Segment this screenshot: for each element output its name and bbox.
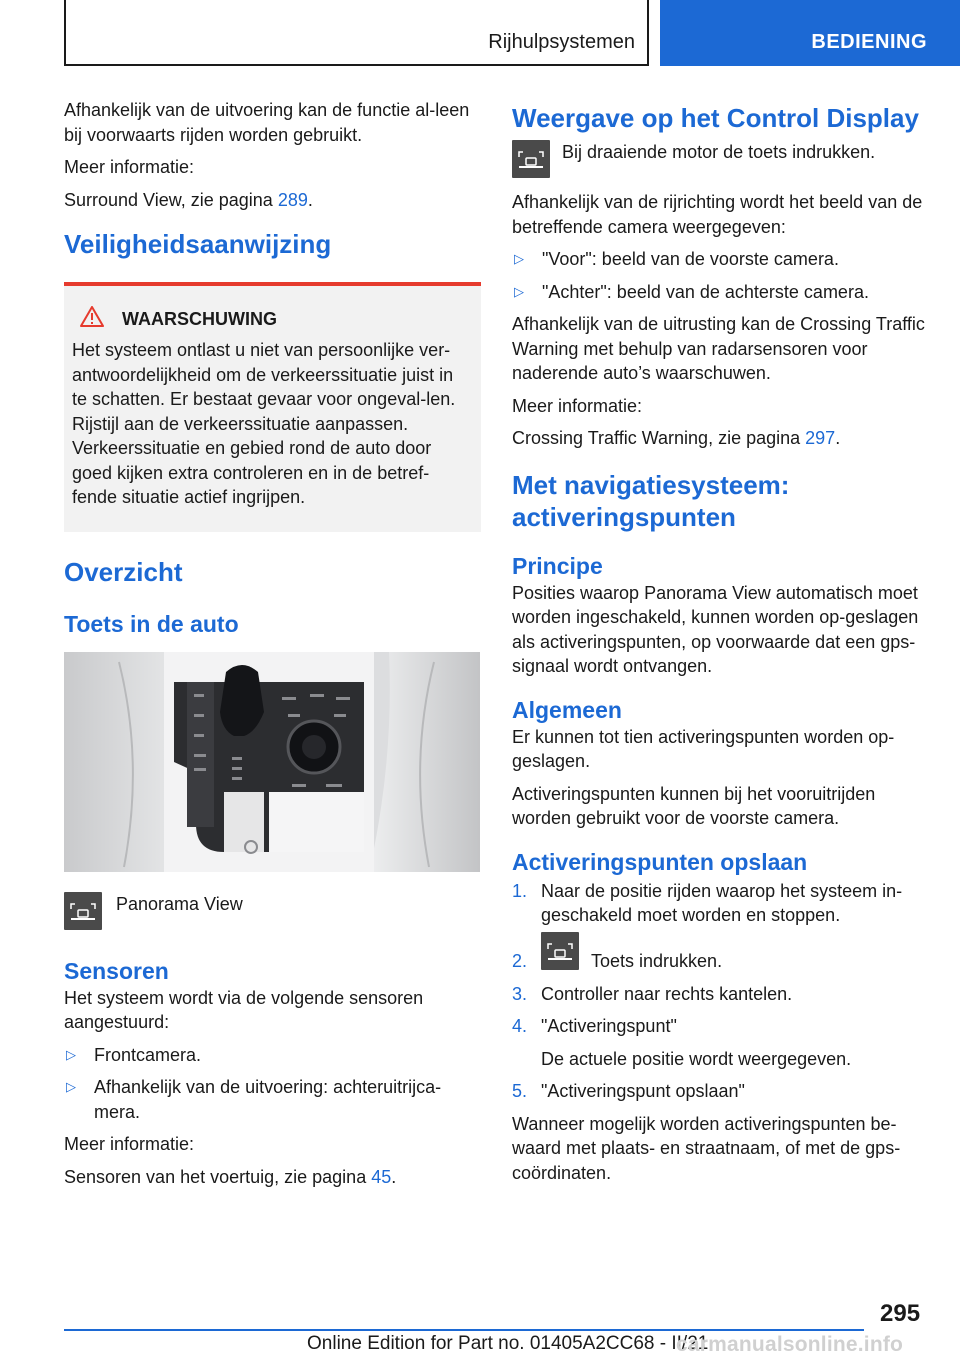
step-subtext: De actuele positie wordt weergegeven.	[541, 1048, 852, 1069]
step-item: 2. Toets indrukken.	[512, 936, 928, 974]
warning-box	[64, 282, 481, 532]
general-text-1: Er kunnen tot tien activeringspunten worden op-geslagen.	[512, 726, 895, 771]
footer-edition: Online Edition for Part no. 01405A2CC68 - II/21	[307, 1333, 709, 1354]
warning-title-row	[72, 306, 473, 332]
triangle-bullet-icon: ▷	[66, 1079, 76, 1094]
panorama-button-row	[64, 892, 481, 930]
sensors-intro: Het systeem wordt via de volgende sensoren aangestuurd:	[64, 987, 424, 1032]
sensors-reference: Sensoren van het voertuig, zie pagina 45.	[64, 1166, 397, 1187]
panorama-caption: Panorama View	[116, 893, 243, 914]
ctw-text: Afhankelijk van de uitrusting kan de Crossing Traffic Warning met behulp van radarsensoren voor naderende auto’s waarschuwen.	[512, 314, 925, 383]
list-item: ▷ "Achter": beeld van de achterste camera.	[512, 280, 928, 305]
display-list	[512, 247, 928, 304]
general-text-2: Activeringspunten kunnen bij het vooruitrijden worden gebruikt voor de voorste camera.	[512, 783, 876, 828]
safety-heading: Veiligheidsaanwijzing	[64, 229, 332, 259]
step-item: 5. "Activeringspunt opslaan"	[512, 1081, 745, 1101]
page-number: 295	[880, 1300, 921, 1327]
step-item: 1. Naar de positie rijden waarop het systeem in-geschakeld moet worden en stoppen.	[512, 880, 903, 925]
general-heading: Algemeen	[512, 696, 622, 723]
page-link-289[interactable]: 289	[277, 189, 308, 210]
camera-view-button-icon[interactable]	[64, 892, 102, 930]
triangle-bullet-icon: ▷	[514, 283, 524, 299]
list-item: ▷ "Voor": beeld van de voorste camera.	[512, 247, 928, 272]
page-link-297[interactable]: 297	[805, 428, 836, 448]
warning-title: WAARSCHUWING	[122, 308, 277, 329]
header-chapter-tab[interactable]	[660, 0, 960, 66]
button-heading: Toets in de auto	[64, 610, 239, 637]
save-steps	[512, 879, 928, 1104]
sensors-list	[64, 1043, 481, 1125]
header-section-box	[64, 0, 649, 66]
list-item: ▷ Frontcamera.	[64, 1043, 481, 1068]
right-column	[512, 102, 928, 1193]
list-item: ▷ Afhankelijk van de uitvoering: achteruitrijca-mera.	[64, 1075, 481, 1124]
header-chapter-title: BEDIENING	[811, 31, 927, 53]
overview-heading: Overzicht	[64, 556, 183, 587]
page-link-45[interactable]: 45	[371, 1166, 392, 1187]
sensors-more-label: Meer informatie:	[64, 1134, 195, 1154]
camera-view-button-icon[interactable]	[512, 140, 550, 178]
principle-text: Posities waarop Panorama View automatisch moet worden ingeschakeld, kunnen worden op-geslagen als activeringspunten, op voorwaarde dat een gps-signaal wordt ontvangen.	[512, 582, 919, 676]
triangle-bullet-icon: ▷	[66, 1046, 76, 1062]
left-column	[64, 98, 481, 1197]
intro-text: Afhankelijk van de uitvoering kan de functie al-leen bij voorwaarts rijden worden gebruikt.	[64, 100, 470, 145]
step-item: 3. Controller naar rechts kantelen.	[512, 983, 793, 1004]
camera-view-button-icon[interactable]	[541, 932, 579, 970]
step-item: 4. "Activeringspunt" De actuele positie wordt weergegeven.	[512, 1014, 928, 1071]
intro-more-label: Meer informatie:	[64, 157, 195, 177]
display-text: Afhankelijk van de rijrichting wordt het beeld van de betreffende camera weergegeven:	[512, 192, 923, 237]
footer-watermark: carmanualsonline.info	[676, 1333, 904, 1356]
nav-heading: Met navigatiesysteem: activeringspunten	[512, 469, 790, 532]
footer-rule	[64, 1329, 864, 1331]
header-section-title: Rijhulpsystemen	[488, 31, 635, 53]
display-heading: Weergave op het Control Display	[512, 103, 919, 133]
warning-triangle-icon	[80, 306, 110, 332]
principle-heading: Principe	[512, 552, 603, 579]
save-heading: Activeringspunten opslaan	[512, 848, 808, 875]
ctw-reference: Crossing Traffic Warning, zie pagina 297.	[512, 428, 841, 448]
center-console-photo	[64, 652, 480, 872]
intro-reference: Surround View, zie pagina 289.	[64, 189, 313, 210]
sensors-heading: Sensoren	[64, 957, 169, 984]
closing-text: Wanneer mogelijk worden activeringspunten be-waard met plaats- en straatnaam, of met de gps-coördinaten.	[512, 1113, 901, 1183]
ctw-more-label: Meer informatie:	[512, 395, 643, 416]
warning-text: Het systeem ontlast u niet van persoonlijke ver-antwoordelijkheid om de verkeerssituatie juist in te schatten. Er bestaat gevaar voor ongeval-len. Rijstijl aan de verkeerssituatie aanpassen. Verkeerssituatie en gebied rond de auto door goed kijken extra controleren en in de betref-fende situatie actief ingrijpen.	[72, 340, 456, 507]
display-instruction-row	[512, 140, 928, 178]
triangle-bullet-icon: ▷	[514, 251, 524, 266]
display-instruction: Bij draaiende motor de toets indrukken.	[562, 142, 876, 162]
